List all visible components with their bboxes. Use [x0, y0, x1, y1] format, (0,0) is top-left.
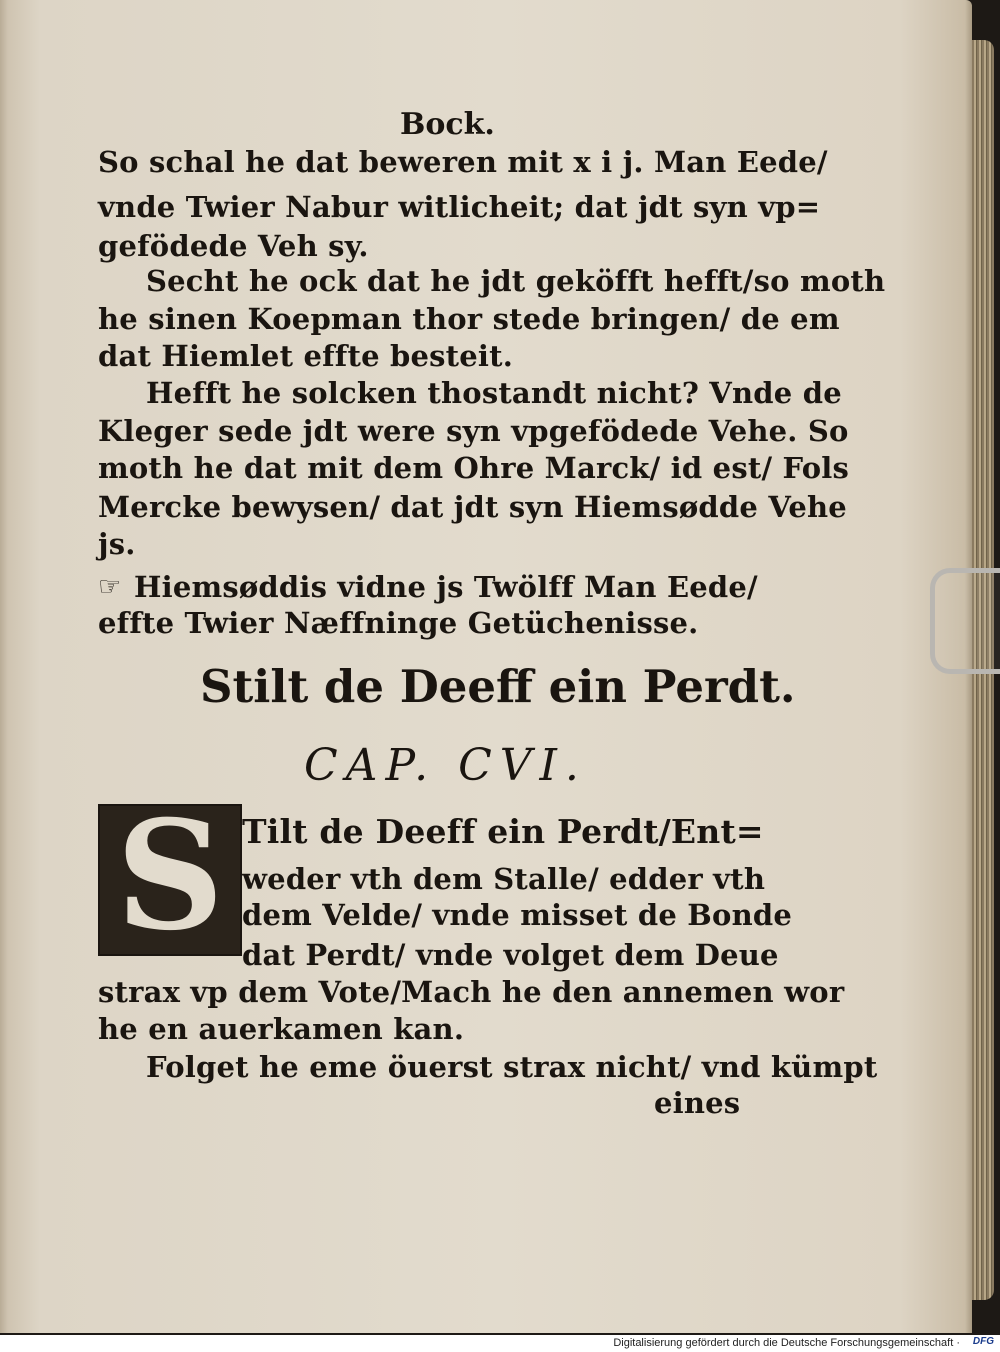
text-line: Hefft he solcken thostandt nicht? Vnde de	[146, 376, 842, 410]
text-line: js.	[98, 527, 136, 561]
catchword: eines	[654, 1086, 741, 1120]
text-line: Hiemsøddis vidne js Twölff Man Eede/	[134, 570, 758, 604]
chapter-number: CAP. CVI.	[304, 740, 587, 791]
text-line: Kleger sede jdt were syn vpgefödede Vehe. So	[98, 414, 849, 448]
text-line: he sinen Koepman thor stede bringen/ de em	[98, 302, 840, 336]
footer-credit: Digitalisierung gefördert durch die Deutsche Forschungsgemeinschaft ·	[613, 1337, 960, 1349]
text-line: So schal he dat beweren mit x i j. Man Eede/	[98, 145, 828, 179]
text-line: Secht he ock dat he jdt geköfft hefft/so moth	[146, 264, 886, 298]
book-clasp	[930, 568, 1000, 674]
decorated-initial: S	[98, 804, 242, 956]
text-line: he en auerkamen kan.	[98, 1012, 465, 1046]
dfg-logo: DFG	[972, 1336, 994, 1347]
text-line: gefödede Veh sy.	[98, 229, 369, 263]
text-line: strax vp dem Vote/Mach he den annemen wor	[98, 975, 845, 1009]
chapter-heading: Stilt de Deeff ein Perdt.	[200, 660, 796, 713]
text-line: dat Hiemlet effte besteit.	[98, 339, 514, 373]
text-line: vnde Twier Nabur witlicheit; dat jdt syn vp=	[98, 190, 821, 224]
running-header: Bock.	[400, 107, 495, 142]
text-line: Folget he eme öuerst strax nicht/ vnd kümpt	[146, 1050, 878, 1084]
text-line: dem Velde/ vnde misset de Bonde	[242, 898, 792, 932]
pointing-hand-icon: ☞	[98, 572, 122, 602]
text-line: weder vth dem Stalle/ edder vth	[242, 862, 766, 896]
text-line: Mercke bewysen/ dat jdt syn Hiemsødde Vehe	[98, 490, 847, 524]
text-line: Tilt de Deeff ein Perdt/Ent=	[242, 812, 764, 851]
text-line: effte Twier Næffninge Getüchenisse.	[98, 606, 699, 640]
text-line: moth he dat mit dem Ohre Marck/ id est/ Fols	[98, 451, 850, 485]
text-line: dat Perdt/ vnde volget dem Deue	[242, 938, 779, 972]
